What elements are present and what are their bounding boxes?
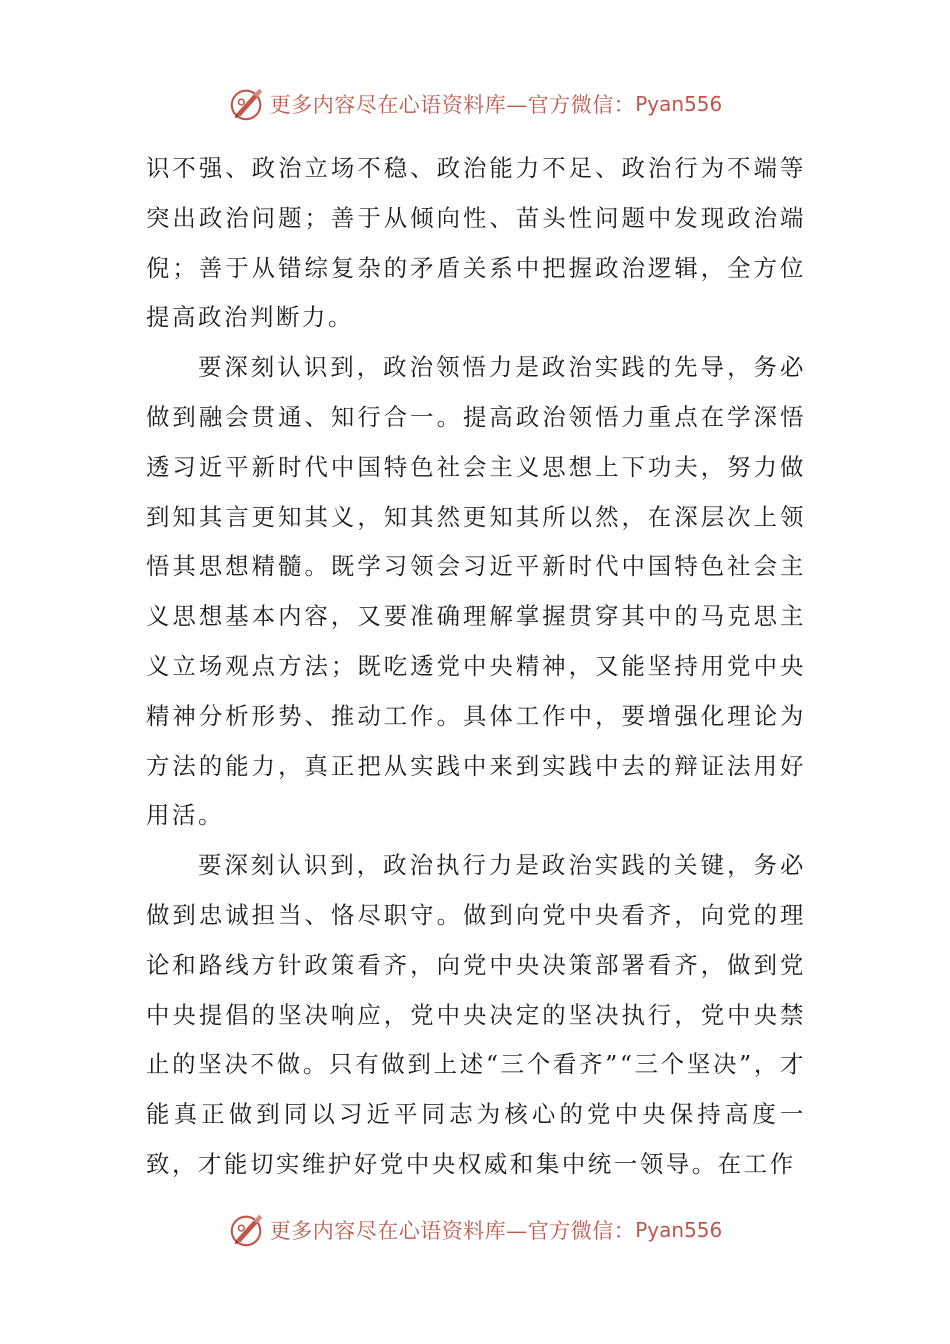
paragraph: 要深刻认识到，政治执行力是政治实践的关键，务必做到忠诚担当、恪尽职守。做到向党中央看齐，向党的理论和路线方针政策看齐，向党中央决策部署看齐，做到党中央提倡的坚决响应，党中央决定的坚决执行，党中央禁止的坚决不做。只有做到上述“三个看齐”“三个坚决”，才能真正做到同以习近平同志为核心的党中央保持高度一致，才能切实维护好党中央权威和集中统一领导。在工作 [146, 851, 806, 1178]
wechat-id: Pyan556 [635, 1218, 723, 1242]
paragraph: 识不强、政治立场不稳、政治能力不足、政治行为不端等突出政治问题；善于从倾向性、苗头性问题中发现政治端倪；善于从错综复杂的矛盾关系中把握政治逻辑，全方位提高政治判断力。 [146, 154, 806, 332]
footer-banner [0, 1208, 950, 1252]
header-banner [0, 82, 950, 126]
banner-text: 更多内容尽在心语资料库—官方微信： [269, 93, 636, 117]
paragraph: 要深刻认识到，政治领悟力是政治实践的先导，务必做到融会贯通、知行合一。提高政治领悟力重点在学深悟透习近平新时代中国特色社会主义思想上下功夫，努力做到知其言更知其义，知其然更知其所以然，在深层次上领悟其思想精髓。既学习领会习近平新时代中国特色社会主义思想基本内容，又要准确理解掌握贯穿其中的马克思主义立场观点方法；既吃透党中央精神，又能坚持用党中央精神分析形势、推动工作。具体工作中，要增强化理论为方法的能力，真正把从实践中来到实践中去的辩证法用好用活。 [146, 353, 806, 830]
banner-text: 更多内容尽在心语资料库—官方微信： [269, 1219, 636, 1243]
wechat-id: Pyan556 [635, 92, 723, 116]
pen-logo-icon [228, 85, 266, 123]
pen-logo-icon [228, 1211, 266, 1249]
document-body [146, 144, 806, 1190]
